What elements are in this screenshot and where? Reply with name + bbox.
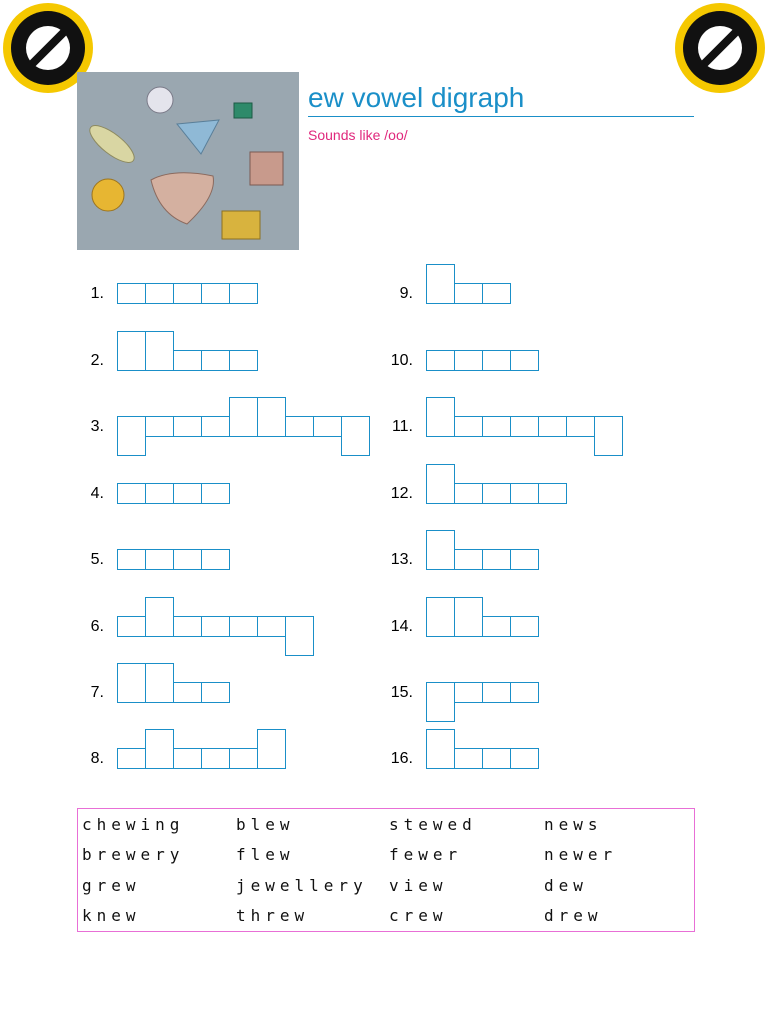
letter-box[interactable]	[341, 416, 370, 456]
letter-box[interactable]	[454, 597, 483, 637]
letter-box[interactable]	[201, 283, 230, 304]
letter-box[interactable]	[117, 549, 146, 570]
puzzle-number: 8.	[90, 750, 104, 767]
letter-box[interactable]	[510, 682, 539, 703]
letter-box[interactable]	[482, 682, 511, 703]
word-bank-word: grew	[82, 876, 141, 895]
letter-box[interactable]	[145, 283, 174, 304]
word-bank	[77, 808, 695, 932]
puzzle-number: 15.	[390, 684, 413, 701]
letter-box[interactable]	[426, 397, 455, 437]
letter-box[interactable]	[510, 549, 539, 570]
word-bank-word: knew	[82, 906, 141, 925]
letter-box[interactable]	[426, 729, 455, 769]
word-bank-word: dew	[544, 876, 588, 895]
page-title: ew vowel digraph	[308, 80, 694, 117]
letter-box[interactable]	[145, 331, 174, 371]
letter-box[interactable]	[454, 416, 483, 437]
letter-box[interactable]	[426, 350, 455, 371]
letter-box[interactable]	[229, 748, 258, 769]
puzzle-number: 2.	[90, 352, 104, 369]
letter-box[interactable]	[313, 416, 342, 437]
letter-box[interactable]	[173, 483, 202, 504]
word-bank-word: crew	[389, 906, 448, 925]
letter-box[interactable]	[482, 549, 511, 570]
letter-box[interactable]	[173, 350, 202, 371]
letter-box[interactable]	[117, 483, 146, 504]
letter-box[interactable]	[201, 748, 230, 769]
letter-box[interactable]	[510, 416, 539, 437]
word-bank-word: threw	[236, 906, 310, 925]
gemstones-photo	[77, 72, 299, 250]
puzzle-number: 1.	[90, 285, 104, 302]
letter-box[interactable]	[454, 549, 483, 570]
word-bank-word: newer	[544, 845, 618, 864]
letter-box[interactable]	[510, 748, 539, 769]
letter-box[interactable]	[426, 530, 455, 570]
word-bank-word: news	[544, 815, 603, 834]
letter-box[interactable]	[510, 350, 539, 371]
letter-box[interactable]	[173, 616, 202, 637]
letter-box[interactable]	[482, 416, 511, 437]
letter-box[interactable]	[173, 283, 202, 304]
letter-box[interactable]	[482, 283, 511, 304]
letter-box[interactable]	[426, 464, 455, 504]
puzzle-number: 7.	[90, 684, 104, 701]
letter-box[interactable]	[145, 729, 174, 769]
word-bank-word: stewed	[389, 815, 477, 834]
letter-box[interactable]	[454, 748, 483, 769]
puzzle-number: 4.	[90, 485, 104, 502]
letter-box[interactable]	[229, 283, 258, 304]
letter-box[interactable]	[201, 549, 230, 570]
letter-box[interactable]	[117, 331, 146, 371]
letter-box[interactable]	[285, 616, 314, 656]
word-bank-word: brewery	[82, 845, 185, 864]
letter-box[interactable]	[454, 682, 483, 703]
letter-box[interactable]	[285, 416, 314, 437]
letter-box[interactable]	[257, 616, 286, 637]
letter-box[interactable]	[117, 748, 146, 769]
word-bank-word: flew	[236, 845, 295, 864]
letter-box[interactable]	[594, 416, 623, 456]
word-bank-word: blew	[236, 815, 295, 834]
letter-box[interactable]	[482, 483, 511, 504]
letter-box[interactable]	[257, 729, 286, 769]
puzzle-number: 3.	[90, 418, 104, 435]
letter-box[interactable]	[201, 616, 230, 637]
letter-box[interactable]	[229, 397, 258, 437]
word-bank-word: drew	[544, 906, 603, 925]
puzzle-number: 16.	[390, 750, 413, 767]
puzzle-number: 9.	[399, 285, 413, 302]
word-bank-word: fewer	[389, 845, 463, 864]
letter-box[interactable]	[173, 748, 202, 769]
letter-box[interactable]	[454, 350, 483, 371]
letter-box[interactable]	[482, 616, 511, 637]
letter-box[interactable]	[426, 264, 455, 304]
word-bank-word: jewellery	[236, 876, 368, 895]
letter-box[interactable]	[201, 416, 230, 437]
puzzle-number: 5.	[90, 551, 104, 568]
letter-box[interactable]	[117, 283, 146, 304]
letter-box[interactable]	[229, 616, 258, 637]
letter-box[interactable]	[566, 416, 595, 437]
letter-box[interactable]	[201, 682, 230, 703]
puzzle-number: 13.	[390, 551, 413, 568]
letter-box[interactable]	[426, 682, 455, 722]
letter-box[interactable]	[538, 483, 567, 504]
letter-box[interactable]	[538, 416, 567, 437]
letter-box[interactable]	[117, 663, 146, 703]
puzzle-number: 11.	[391, 418, 413, 435]
letter-box[interactable]	[510, 483, 539, 504]
letter-box[interactable]	[482, 350, 511, 371]
puzzle-number: 12.	[390, 485, 413, 502]
letter-box[interactable]	[454, 283, 483, 304]
letter-box[interactable]	[257, 397, 286, 437]
puzzle-number: 14.	[390, 618, 413, 635]
letter-box[interactable]	[173, 416, 202, 437]
letter-box[interactable]	[201, 483, 230, 504]
puzzle-number: 6.	[90, 618, 104, 635]
letter-box[interactable]	[145, 663, 174, 703]
letter-box[interactable]	[201, 350, 230, 371]
letter-box[interactable]	[117, 616, 146, 637]
letter-box[interactable]	[482, 748, 511, 769]
letter-box[interactable]	[173, 682, 202, 703]
letter-box[interactable]	[145, 483, 174, 504]
word-bank-word: view	[389, 876, 448, 895]
letter-box[interactable]	[145, 597, 174, 637]
page-subtitle: Sounds like /oo/	[308, 127, 408, 143]
puzzle-number: 10.	[390, 352, 413, 369]
letter-box[interactable]	[173, 549, 202, 570]
letter-box[interactable]	[145, 416, 174, 437]
letter-box[interactable]	[454, 483, 483, 504]
letter-box[interactable]	[510, 616, 539, 637]
letter-box[interactable]	[117, 416, 146, 456]
letter-box[interactable]	[426, 597, 455, 637]
letter-box[interactable]	[229, 350, 258, 371]
letter-box[interactable]	[145, 549, 174, 570]
word-bank-word: chewing	[82, 815, 185, 834]
